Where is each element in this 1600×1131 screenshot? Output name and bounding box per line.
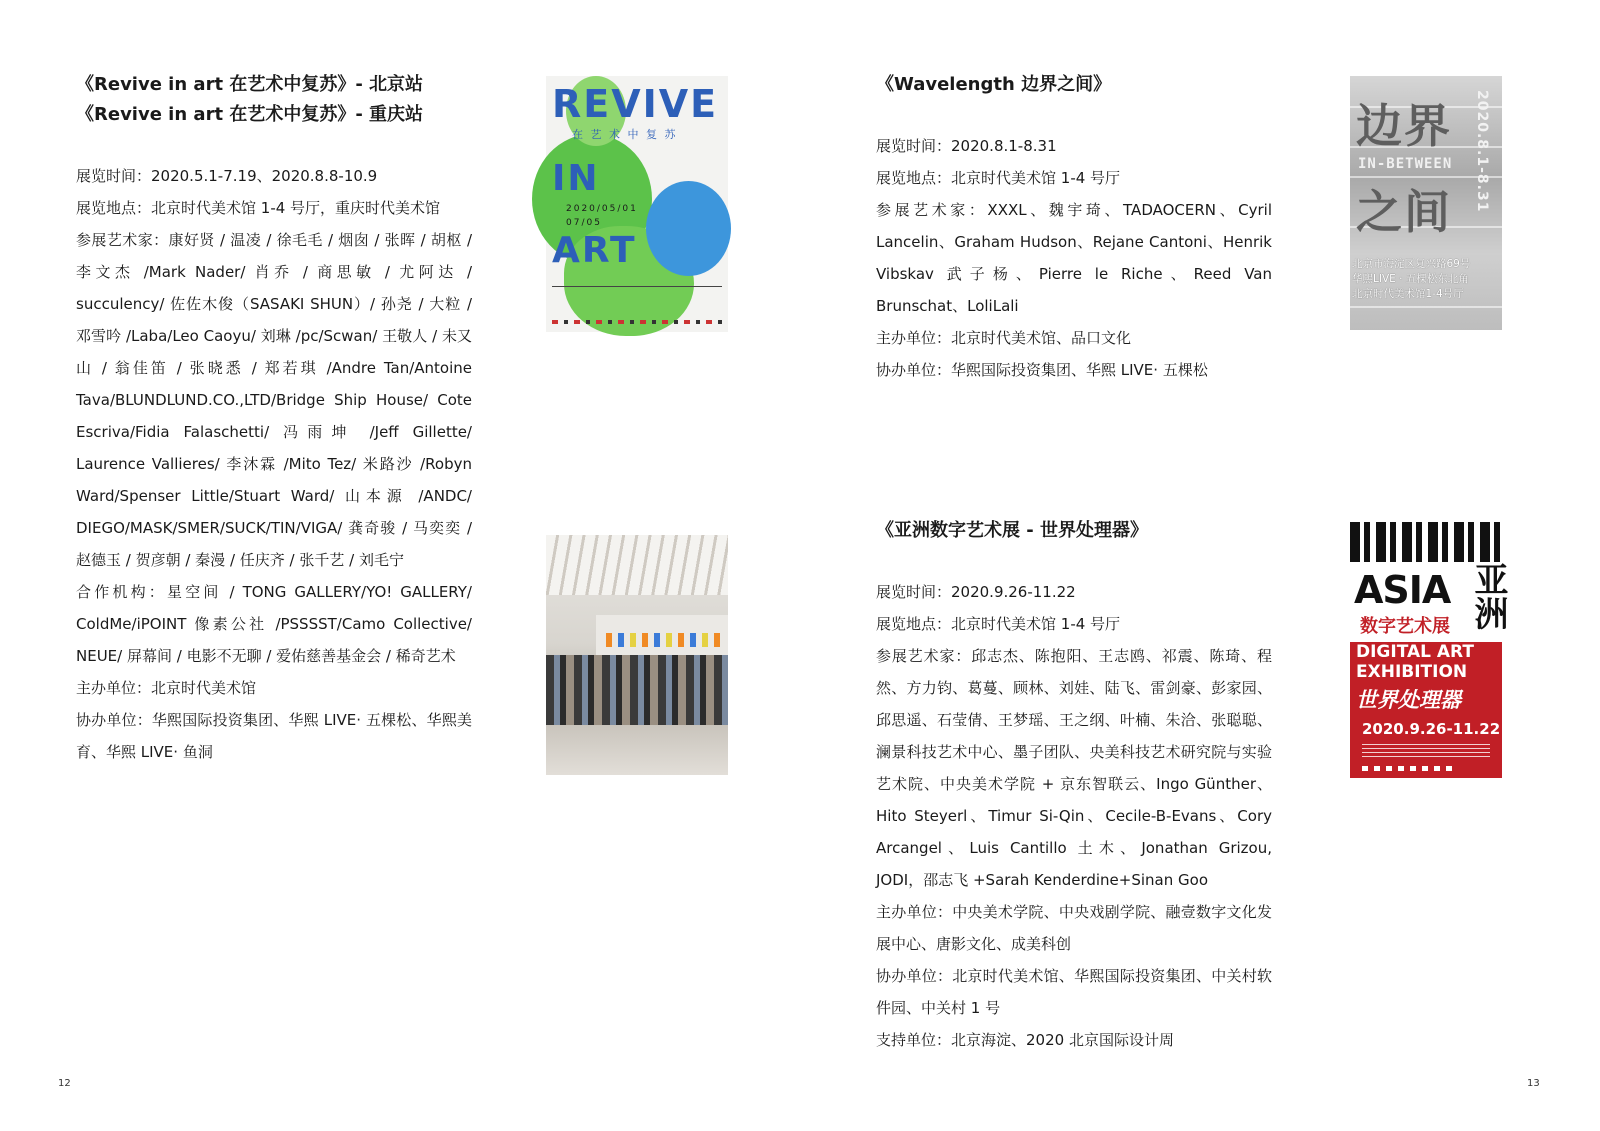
right-bottom-time: 展览时间：2020.9.26-11.22 — [876, 583, 1076, 601]
right-bottom-exhibition — [876, 516, 1272, 1056]
in-word: IN — [552, 158, 600, 199]
left-organizer: 主办单位：北京时代美术馆 — [76, 679, 257, 697]
wavelength-poster — [1350, 76, 1502, 330]
asia-footer-lines — [1362, 744, 1490, 758]
wave-big-text-2: 之间 — [1356, 185, 1452, 239]
right-top-artists: 参展艺术家：XXXL、魏宇琦、TADAOCERN、Cyril Lancelin、Graham Hudson、Rejane Cantoni、Henrik Vibskav 武子杨、Pierre le Riche、Reed Van Brunschat、LoliLali — [876, 201, 1272, 315]
asia-word: ASIA — [1354, 568, 1451, 612]
sponsor-logos — [552, 320, 722, 324]
asia-en-digital-art: DIGITAL ART — [1356, 642, 1474, 662]
left-time: 展览时间：2020.5.1-7.19、2020.8.8-10.9 — [76, 167, 378, 185]
asia-logos — [1362, 766, 1452, 771]
right-bottom-co-organizer: 协办单位：北京时代美术馆、华熙国际投资集团、中关村软件园、中关村 1 号 — [876, 967, 1272, 1017]
visitors-crowd — [546, 655, 728, 725]
right-bottom-title: 《亚洲数字艺术展 - 世界处理器》 — [876, 520, 1149, 541]
right-bottom-supporter: 支持单位：北京海淀、2020 北京国际设计周 — [876, 1031, 1174, 1049]
date-end: 07/05 — [566, 218, 602, 228]
left-venue: 展览地点：北京时代美术馆 1-4 号厅，重庆时代美术馆 — [76, 199, 441, 217]
asia-cn-vertical: 亚洲 — [1468, 562, 1508, 630]
artworks — [606, 633, 724, 647]
asia-en-exhibition: EXHIBITION — [1356, 662, 1468, 682]
right-bottom-venue: 展览地点：北京时代美术馆 1-4 号厅 — [876, 615, 1121, 633]
exhibition-photo — [546, 535, 728, 775]
right-top-exhibition — [876, 70, 1272, 386]
wave-address-3: 北京时代美术馆1-4号厅 — [1352, 288, 1464, 300]
ceiling-lights — [546, 535, 728, 595]
left-title-1: 《Revive in art 在艺术中复苏》- 北京站 — [76, 74, 424, 95]
wave-address-1: 北京市海淀区复兴路69号 — [1352, 258, 1471, 270]
left-partners: 合作机构：星空间 / TONG GALLERY/YO! GALLERY/ ColdMe/iPOINT 像素公社 /PSSSST/Camo Collective/ NEUE/ 屏幕间 / 电影不无聊 / 爱佑慈善基金会 / 稀奇艺术 — [76, 583, 472, 665]
wave-vertical-date: 2020.8.1-8.31 — [1474, 90, 1490, 213]
page-number-left: 12 — [58, 1078, 71, 1089]
revive-subtitle: 在 艺 术 中 复 苏 — [572, 128, 678, 141]
revive-in-art-poster — [546, 76, 728, 332]
revive-word: REVIVE — [552, 82, 719, 126]
left-co-organizer: 协办单位：华熙国际投资集团、华熙 LIVE· 五棵松、华熙美育、华熙 LIVE· 鱼洞 — [76, 711, 472, 761]
asia-black-bars — [1350, 522, 1502, 562]
art-word: ART — [552, 230, 637, 271]
asia-digital-art-poster — [1350, 522, 1508, 778]
asia-date: 2020.9.26-11.22 — [1362, 720, 1501, 738]
page-number-right: 13 — [1527, 1078, 1540, 1089]
right-top-organizer: 主办单位：北京时代美术馆、品口文化 — [876, 329, 1132, 347]
asia-cn-title: 数字艺术展 — [1360, 616, 1450, 637]
left-artists: 参展艺术家：康好贤 / 温凌 / 徐毛毛 / 烟囱 / 张晖 / 胡枢 / 李文杰 /Mark Nader/ 肖乔 / 商思敏 / 尤阿达 / succulency/ 佐佐木俊（SASAKI SHUN）/ 孙尧 / 大粒 / 邓雪吟 /Laba/Leo Caoyu/ 刘琳 /pc/Scwan/ 王敬人 / 未又山 / 翁佳笛 / 张晓悉 / 郑若琪 /Andre Tan/Antoine Tava/BLUNDLUND.CO.,LTD/Bridge Ship House/ Cote Escriva/Fidia Falaschetti/ 冯雨坤 /Jeff Gillette/ Laurence Vallieres/ 李沐霖 /Mito Tez/ 米路沙 /Robyn Ward/Spenser Little/Stuart Ward/ 山本源 /ANDC/ DIEGO/MASK/SMER/SUCK/TIN/VIGA/ 龚奇骏 / 马奕奕 / 赵德玉 / 贺彦朝 / 秦漫 / 任庆齐 / 张千艺 / 刘毛宁 — [76, 231, 472, 569]
right-top-time: 展览时间：2020.8.1-8.31 — [876, 137, 1057, 155]
right-bottom-organizer: 主办单位：中央美术学院、中央戏剧学院、融壹数字文化发展中心、唐影文化、成美科创 — [876, 903, 1272, 953]
asia-cn-subtitle: 世界处理器 — [1356, 688, 1461, 712]
poster-info-lines — [552, 286, 722, 317]
right-top-co-organizer: 协办单位：华熙国际投资集团、华熙 LIVE· 五棵松 — [876, 361, 1208, 379]
wave-big-text-1: 边界 — [1356, 99, 1452, 153]
floor — [546, 725, 728, 775]
wave-in-between: IN-BETWEEN — [1358, 156, 1453, 172]
right-bottom-artists: 参展艺术家：邱志杰、陈抱阳、王志鸥、祁震、陈琦、程然、方力钧、葛蔓、顾林、刘娃、陆飞、雷剑豪、彭家园、邱思遥、石莹倩、王梦瑶、王之纲、叶楠、朱洽、张聪聪、澜景科技艺术中心、墨子团队、央美科技艺术研究院与实验艺术院、中央美术学院 + 京东智联云、Ingo Günther、Hito Steyerl、Timur Si-Qin、Cecile-B-Evans、Cory Arcangel、Luis Cantillo 土木、Jonathan Grizou, JODI，邵志飞 +Sarah Kenderdine+Sinan Goo — [876, 647, 1272, 889]
wave-address-2: 华熙LIVE · 五棵松东北角 — [1352, 273, 1469, 285]
left-title-2: 《Revive in art 在艺术中复苏》- 重庆站 — [76, 104, 424, 125]
left-exhibition — [76, 70, 472, 768]
date-start: 2020/05/01 — [566, 204, 638, 214]
right-top-title: 《Wavelength 边界之间》 — [876, 74, 1112, 95]
right-top-venue: 展览地点：北京时代美术馆 1-4 号厅 — [876, 169, 1121, 187]
